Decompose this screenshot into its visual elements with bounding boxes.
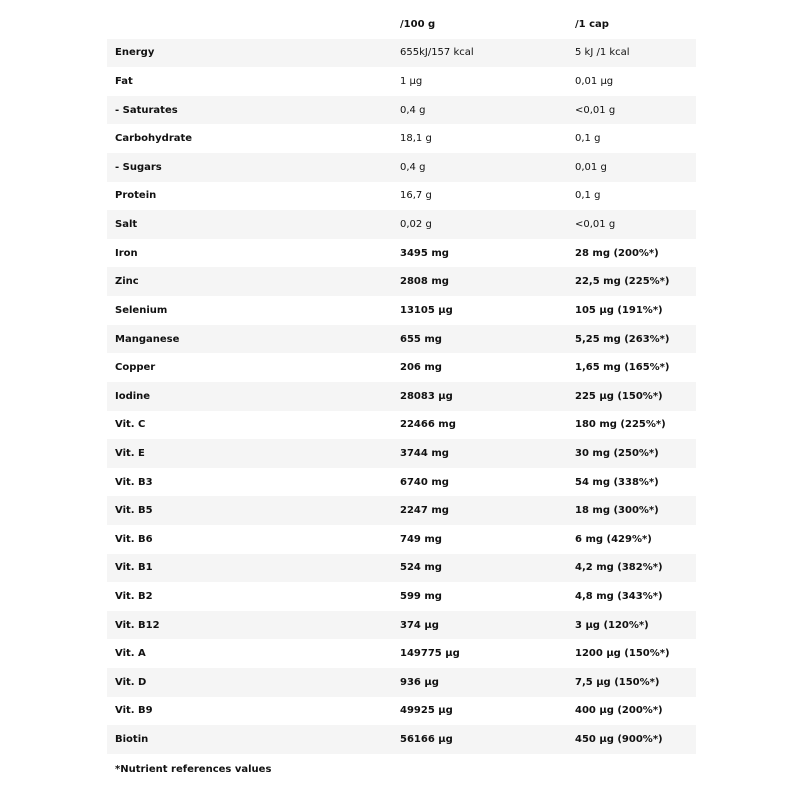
nutrient-cell: Copper <box>115 362 156 374</box>
nutrient-cell: Selenium <box>115 304 168 316</box>
per-cap-cell: 18 mg (300%*) <box>575 505 659 517</box>
per-cap-cell: 30 mg (250%*) <box>575 447 659 459</box>
per-100g-cell: 2808 mg <box>400 276 449 288</box>
table-row <box>107 267 696 296</box>
nutrient-cell: - Saturates <box>115 104 178 116</box>
per-100g-cell: 655 mg <box>400 333 442 345</box>
per-100g-cell: 28083 µg <box>400 390 453 402</box>
nutrient-cell: Vit. B3 <box>115 476 153 488</box>
per-cap-cell: 450 µg (900%*) <box>575 734 663 746</box>
per-100g-cell: 22466 mg <box>400 419 456 431</box>
nutrient-cell: Vit. B9 <box>115 705 153 717</box>
nutrient-cell: Biotin <box>115 734 149 746</box>
per-cap-cell: 5,25 mg (263%*) <box>575 333 670 345</box>
table-row <box>107 296 696 325</box>
nutrient-cell: Salt <box>115 219 138 231</box>
table-row <box>107 67 696 96</box>
table-row <box>107 39 696 68</box>
per-cap-cell: 0,1 g <box>575 133 601 145</box>
table-row <box>107 554 696 583</box>
table-row <box>107 411 696 440</box>
per-cap-cell: 1200 µg (150%*) <box>575 648 670 660</box>
nutrient-cell: Vit. C <box>115 419 146 431</box>
table-row <box>107 725 696 754</box>
header-per-cap: /1 cap <box>575 18 609 30</box>
table-row <box>107 353 696 382</box>
table-row <box>107 124 696 153</box>
per-cap-cell: 5 kJ /1 kcal <box>575 47 630 59</box>
nutrient-cell: Vit. B12 <box>115 619 160 631</box>
table-row <box>107 210 696 239</box>
per-100g-cell: 599 mg <box>400 590 442 602</box>
per-cap-cell: 400 µg (200%*) <box>575 705 663 717</box>
table-header <box>107 10 696 39</box>
table-row <box>107 611 696 640</box>
per-100g-cell: 374 µg <box>400 619 439 631</box>
nutrient-cell: Vit. B5 <box>115 505 153 517</box>
per-100g-cell: 16,7 g <box>400 190 432 202</box>
per-100g-cell: 0,4 g <box>400 104 426 116</box>
per-cap-cell: 180 mg (225%*) <box>575 419 666 431</box>
nutrient-cell: Vit. D <box>115 676 147 688</box>
per-cap-cell: 54 mg (338%*) <box>575 476 659 488</box>
table-row <box>107 153 696 182</box>
per-cap-cell: 4,2 mg (382%*) <box>575 562 663 574</box>
per-cap-cell: <0,01 g <box>575 104 616 116</box>
per-100g-cell: 936 µg <box>400 676 439 688</box>
nutrient-cell: Vit. B2 <box>115 590 153 602</box>
per-100g-cell: 524 mg <box>400 562 442 574</box>
per-cap-cell: 1,65 mg (165%*) <box>575 362 670 374</box>
nutrient-cell: Zinc <box>115 276 139 288</box>
table-row <box>107 325 696 354</box>
per-100g-cell: 3744 mg <box>400 447 449 459</box>
table-row <box>107 239 696 268</box>
nutrition-table <box>107 10 696 754</box>
per-100g-cell: 0,4 g <box>400 161 426 173</box>
nutrient-cell: - Sugars <box>115 161 162 173</box>
table-row <box>107 668 696 697</box>
per-cap-cell: 6 mg (429%*) <box>575 533 652 545</box>
per-cap-cell: 3 µg (120%*) <box>575 619 649 631</box>
nutrient-cell: Iodine <box>115 390 151 402</box>
footnote: *Nutrient references values <box>115 764 272 775</box>
per-cap-cell: 0,01 µg <box>575 76 614 88</box>
table-row <box>107 496 696 525</box>
nutrient-cell: Iron <box>115 247 138 259</box>
header-row <box>107 10 696 39</box>
table-row <box>107 182 696 211</box>
per-100g-cell: 13105 µg <box>400 304 453 316</box>
table-row <box>107 697 696 726</box>
per-cap-cell: 28 mg (200%*) <box>575 247 659 259</box>
per-100g-cell: 6740 mg <box>400 476 449 488</box>
header-nutrient <box>107 10 392 39</box>
nutrient-cell: Manganese <box>115 333 180 345</box>
per-100g-cell: 0,02 g <box>400 219 432 231</box>
per-cap-cell: 4,8 mg (343%*) <box>575 590 663 602</box>
nutrient-cell: Vit. B6 <box>115 533 153 545</box>
per-cap-cell: 105 µg (191%*) <box>575 304 663 316</box>
nutrient-cell: Vit. E <box>115 447 145 459</box>
per-100g-cell: 149775 µg <box>400 648 460 660</box>
per-100g-cell: 18,1 g <box>400 133 432 145</box>
nutrient-cell: Fat <box>115 76 133 88</box>
per-cap-cell: 0,1 g <box>575 190 601 202</box>
per-cap-cell: 22,5 mg (225%*) <box>575 276 670 288</box>
per-100g-cell: 1 µg <box>400 76 423 88</box>
table-row <box>107 382 696 411</box>
per-100g-cell: 655kJ/157 kcal <box>400 47 474 59</box>
nutrient-cell: Carbohydrate <box>115 133 193 145</box>
table-row <box>107 525 696 554</box>
per-100g-cell: 49925 µg <box>400 705 453 717</box>
table-row <box>107 468 696 497</box>
table-row <box>107 439 696 468</box>
per-100g-cell: 3495 mg <box>400 247 449 259</box>
table-row <box>107 639 696 668</box>
per-cap-cell: 225 µg (150%*) <box>575 390 663 402</box>
nutrient-cell: Vit. A <box>115 648 146 660</box>
per-100g-cell: 2247 mg <box>400 505 449 517</box>
nutrient-cell: Vit. B1 <box>115 562 153 574</box>
per-100g-cell: 56166 µg <box>400 734 453 746</box>
per-cap-cell: 7,5 µg (150%*) <box>575 676 660 688</box>
table-row <box>107 96 696 125</box>
table-body <box>107 39 696 754</box>
per-100g-cell: 206 mg <box>400 362 442 374</box>
header-per-100g: /100 g <box>400 18 436 30</box>
per-100g-cell: 749 mg <box>400 533 442 545</box>
per-cap-cell: <0,01 g <box>575 219 616 231</box>
per-cap-cell: 0,01 g <box>575 161 607 173</box>
nutrient-cell: Protein <box>115 190 157 202</box>
table-row <box>107 582 696 611</box>
nutrient-cell: Energy <box>115 47 155 59</box>
